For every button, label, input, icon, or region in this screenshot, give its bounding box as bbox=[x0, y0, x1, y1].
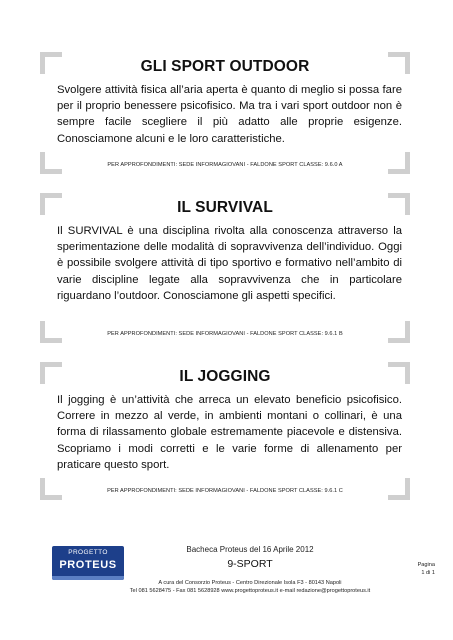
proteus-logo bbox=[52, 546, 124, 580]
footer-contacts: Tel 081 5628475 - Fax 081 5628928 www.progettoproteus.it e-mail redazione@progettoproteus.it bbox=[129, 588, 371, 594]
section-reference: PER APPROFONDIMENTI: SEDE INFORMAGIOVANI - FALDONE SPORT CLASSE: 9.6.0 A bbox=[107, 162, 343, 168]
section-sport-outdoor bbox=[40, 52, 410, 174]
page-label: Pagina bbox=[417, 562, 435, 568]
logo-title: PROTEUS bbox=[59, 559, 117, 571]
page-number: 1 di 1 bbox=[421, 570, 435, 576]
section-title: GLI SPORT OUTDOOR bbox=[140, 58, 310, 75]
section-survival bbox=[40, 193, 410, 343]
section-title: IL SURVIVAL bbox=[177, 199, 273, 216]
bulletin-category: 9-SPORT bbox=[227, 558, 273, 570]
page-indicator bbox=[418, 561, 435, 577]
logo-subtitle: PROGETTO bbox=[68, 549, 108, 556]
section-jogging bbox=[40, 362, 410, 500]
footer-address: A cura del Consorzio Proteus - Centro Direzionale Isola F3 - 80143 Napoli bbox=[158, 580, 342, 586]
section-body: Il SURVIVAL è una disciplina rivolta alla conoscenza attraverso la sperimentazione delle modalità di sopravvivenza dell’individuo. Oggi è possibile svolgere attività di tipo sportivo e formativo nell’ambito di varie discipline legate alla sopravvivenza che in particolare riguardano l’outdoor. Conosciamone gli aspetti specifici. bbox=[57, 225, 402, 302]
section-body: Il jogging è un’attività che arreca un elevato beneficio psicofisico. Correre in mezzo al verde, in ambienti montani o collinari, è una forma di rilassamento globale estremamente piacevole e distensiva. Scopriamo i modi corretti e le varie forme di allenamento per praticare questo sport. bbox=[57, 394, 402, 471]
section-title: IL JOGGING bbox=[179, 368, 271, 385]
bulletin-date: Bacheca Proteus del 16 Aprile 2012 bbox=[186, 545, 314, 554]
section-body: Svolgere attività fisica all’aria aperta è quanto di meglio si possa fare per il proprio benessere psicofisico. Ma tra i vari sport outdoor non è sempre facile scegliere il più adatto alle proprie esigenze. Conosciamone alcuni e le loro caratteristiche. bbox=[57, 84, 402, 145]
section-reference: PER APPROFONDIMENTI: SEDE INFORMAGIOVANI - FALDONE SPORT CLASSE: 9.6.1 C bbox=[107, 488, 343, 494]
section-reference: PER APPROFONDIMENTI: SEDE INFORMAGIOVANI - FALDONE SPORT CLASSE: 9.6.1 B bbox=[107, 331, 343, 337]
